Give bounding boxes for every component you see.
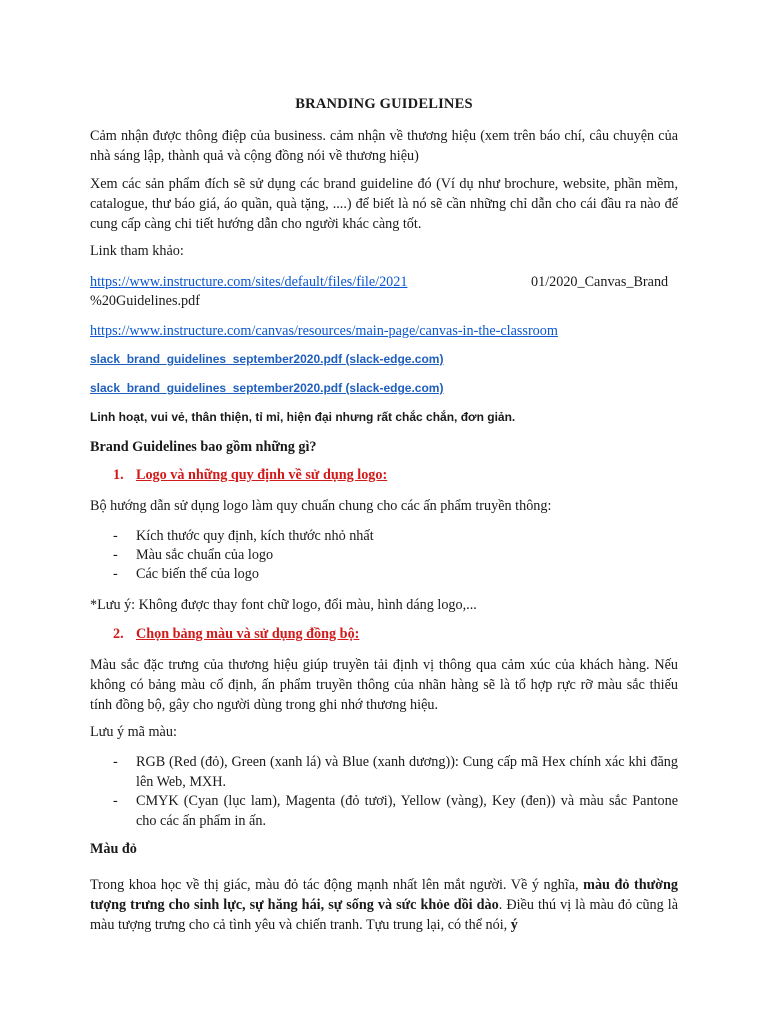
item1-number: 1.: [113, 467, 124, 483]
item2-number: 2.: [113, 626, 124, 642]
link-canvas-guidelines[interactable]: https://www.instructure.com/sites/default/files/file/2021: [90, 274, 408, 290]
red-paragraph-part: Trong khoa học về thị giác, màu đỏ tác động mạnh nhất lên mắt người. Về ý nghĩa,: [90, 877, 584, 893]
page-title: BRANDING GUIDELINES: [295, 96, 473, 112]
red-heading: Màu đỏ: [90, 841, 137, 857]
logo-note: *Lưu ý: Không được thay font chữ logo, đổi màu, hình dáng logo,...: [90, 597, 477, 613]
red-paragraph-emphasis: màu đỏ thường tượng trưng cho sinh lực, sự hăng hái, sự sống và sức khỏe dồi dào: [90, 877, 678, 913]
red-paragraph: [90, 875, 678, 935]
link-slack-guidelines-2[interactable]: slack_brand_guidelines_september2020.pdf (slack-edge.com): [90, 381, 444, 395]
logo-bullet: Màu sắc chuẩn của logo: [136, 547, 274, 563]
color-paragraph: Màu sắc đặc trưng của thương hiệu giúp truyền tải định vị thông qua cảm xúc của khách hàng. Nếu không có bảng màu cố định, ấn phẩm truyền thông của nhãn hàng sẽ là tổ hợp rực rỡ màu sắc thiếu tính đồng bộ, gây cho người dùng trong ghi nhớ thương hiệu.: [90, 657, 678, 713]
red-paragraph-emphasis: ý: [510, 917, 518, 933]
paragraph-intro: Cảm nhận được thông điệp của business. cảm nhận về thương hiệu (xem trên báo chí, câu chuyện của nhà sáng lập, thành quả và cộng đồng nói về thương hiệu): [90, 128, 678, 164]
color-bullet-rgb: RGB (Red (đỏ), Green (xanh lá) và Blue (xanh dương)): Cung cấp mã Hex chính xác khi đăng lên Web, MXH.: [136, 754, 678, 790]
item2-heading: Chọn bảng màu và sử dụng đồng bộ:: [136, 626, 360, 642]
logo-intro: Bộ hướng dẫn sử dụng logo làm quy chuẩn chung cho các ấn phẩm truyền thông:: [90, 498, 552, 514]
section-heading: Brand Guidelines bao gồm những gì?: [90, 439, 317, 455]
color-bullet-cmyk: CMYK (Cyan (lục lam), Magenta (đỏ tươi), Yellow (vàng), Key (đen)) và màu sắc Pantone cho các ấn phẩm in ấn.: [136, 793, 678, 829]
link-label: Link tham khảo:: [90, 243, 184, 259]
logo-bullet: Các biến thể của logo: [136, 566, 259, 582]
brand-tagline: Linh hoạt, vui vẻ, thân thiện, tỉ mỉ, hiện đại nhưng rất chắc chắn, đơn giản.: [90, 410, 516, 424]
link-canvas-classroom[interactable]: https://www.instructure.com/canvas/resources/main-page/canvas-in-the-classroom: [90, 323, 558, 339]
link-slack-guidelines-1[interactable]: slack_brand_guidelines_september2020.pdf (slack-edge.com): [90, 352, 444, 366]
paragraph-products: Xem các sản phẩm đích sẽ sử dụng các brand guideline đó (Ví dụ như brochure, website, phần mềm, catalogue, thư báo giá, áo quần, quà tặng, ....) để biết là nó sẽ cần những chỉ dẫn cho cái đầu ra nào để cung cấp càng chi tiết hướng dẫn cho người khác càng tốt.: [90, 176, 678, 232]
color-note-label: Lưu ý mã màu:: [90, 724, 177, 740]
item1-heading: Logo và những quy định về sử dụng logo:: [136, 467, 388, 483]
bullet-dash: -: [113, 566, 118, 582]
link-canvas-guidelines-tail: %20Guidelines.pdf: [90, 293, 200, 309]
bullet-dash: -: [113, 754, 118, 770]
bullet-dash: -: [113, 793, 118, 809]
red-paragraph-part: . Điều thú vị là màu đỏ cũng là màu tượng trưng cho cả tình yêu và chiến tranh. Tựu trung lại, có thể nói,: [90, 897, 678, 933]
bullet-dash: -: [113, 547, 118, 563]
bullet-dash: -: [113, 528, 118, 544]
link-canvas-guidelines-suffix: 01/2020_Canvas_Brand: [531, 274, 669, 290]
logo-bullet: Kích thước quy định, kích thước nhỏ nhất: [136, 528, 374, 544]
